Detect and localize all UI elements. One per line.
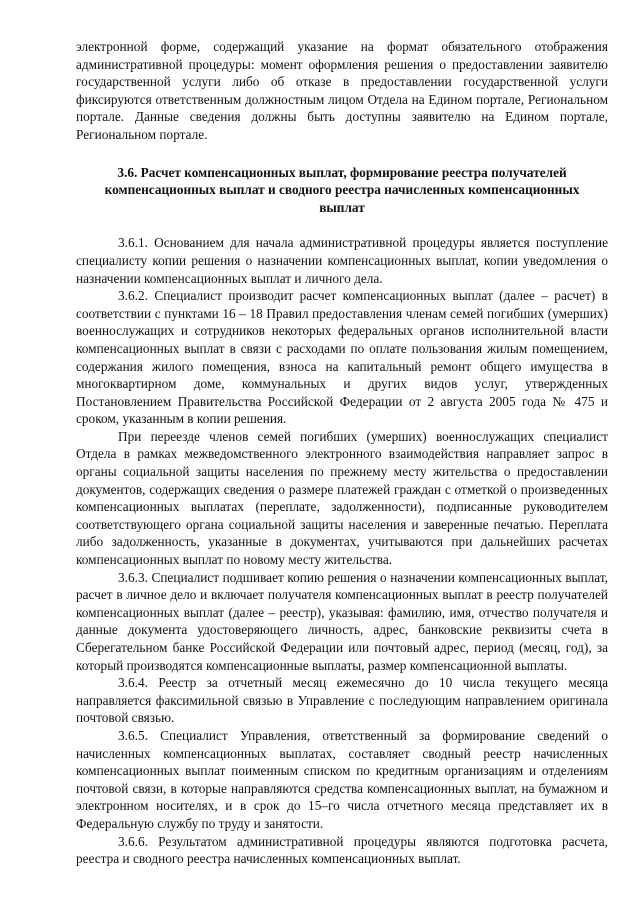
intro-paragraph: электронной форме, содержащий указание на формат обязательного отображения административной процедуры: момент оформления решения о предоставлении заявителю государственной услуги либо об отказе в предоставлении государственной услуги фиксируются ответственным должностным лицом Отдела на Едином портале, Региональном портале. Данные сведения должны быть доступны заявителю на Едином портале, Региональном портале. [76, 39, 608, 142]
paragraph-3-6-2: 3.6.2. Специалист производит расчет компенсационных выплат (далее – расчет) в соответствии с пунктами 16 – 18 Правил предоставления членам семей погибших (умерших) военнослужащих и сотрудников некоторых федеральных органов исполнительной власти компенсационных выплат в связи с расходами по оплате пользования жилым помещением, содержания жилого помещения, взноса на капитальный ремонт общего имущества в многоквартирном доме, коммунальных и других видов услуг, утвержденных Постановлением Правительства Российской Федерации от 2 августа 2005 года № 475 и сроком, указанным в копии решения. [76, 288, 608, 427]
paragraph-3-6-5: 3.6.5. Специалист Управления, ответственный за формирование сведений о начисленных компенсационных выплатах, составляет сводный реестр начисленных компенсационных выплат поименным списком по кредитным организациям и отделениям почтовой связи, в которые направляются средства компенсационных выплат, на бумажном и электронном носителях, и в срок до 15–го числа отчетного месяца представляет их в Федеральную службу по труду и занятости. [76, 727, 608, 831]
paragraph-3-6-4: 3.6.4. Реестр за отчетный месяц ежемесячно до 10 числа текущего месяца направляется факсимильной связью в Управление с последующим направлением оригинала почтовой связью. [76, 675, 608, 726]
document-page [76, 38, 608, 868]
section-heading: 3.6. Расчет компенсационных выплат, формирование реестра получателей компенсационных выплат и сводного реестра начисленных компенсационных выплат [104, 164, 580, 215]
paragraph-3-6-6: 3.6.6. Результатом административной процедуры являются подготовка расчета, реестра и сводного реестра начисленных компенсационных выплат. [76, 833, 608, 867]
paragraph-3-6-1: 3.6.1. Основанием для начала административной процедуры является поступление специалисту копии решения о назначении компенсационных выплат, копии уведомления о назначении компенсационных выплат и личного дела. [76, 235, 608, 286]
paragraph-3-6-3: 3.6.3. Специалист подшивает копию решения о назначении компенсационных выплат, расчет в личное дело и включает получателя компенсационных выплат в реестр получателей компенсационных выплат (далее – реестр), указывая: фамилию, имя, отчество получателя и данные документа удостоверяющего личность, адрес, банковские реквизиты счета в Сберегательном банке Российской Федерации или почтовый адрес, период (месяц, год), за который производятся компенсационные выплаты, размер компенсационной выплаты. [76, 569, 608, 673]
paragraph-relocation: При переезде членов семей погибших (умерших) военнослужащих специалист Отдела в рамках межведомственного электронного взаимодействия направляет запрос в органы социальной защиты населения по прежнему месту жительства о предоставлении документов, содержащих сведения о размере платежей граждан с отметкой о произведенных компенсационных выплатах (переплате, задолженности), подписанные руководителем соответствующего органа социальной защиты населения и заверенные печатью. Переплата либо задолженность, указанные в документах, учитываются при дальнейших расчетах компенсационных выплат по новому месту жительства. [76, 428, 608, 568]
